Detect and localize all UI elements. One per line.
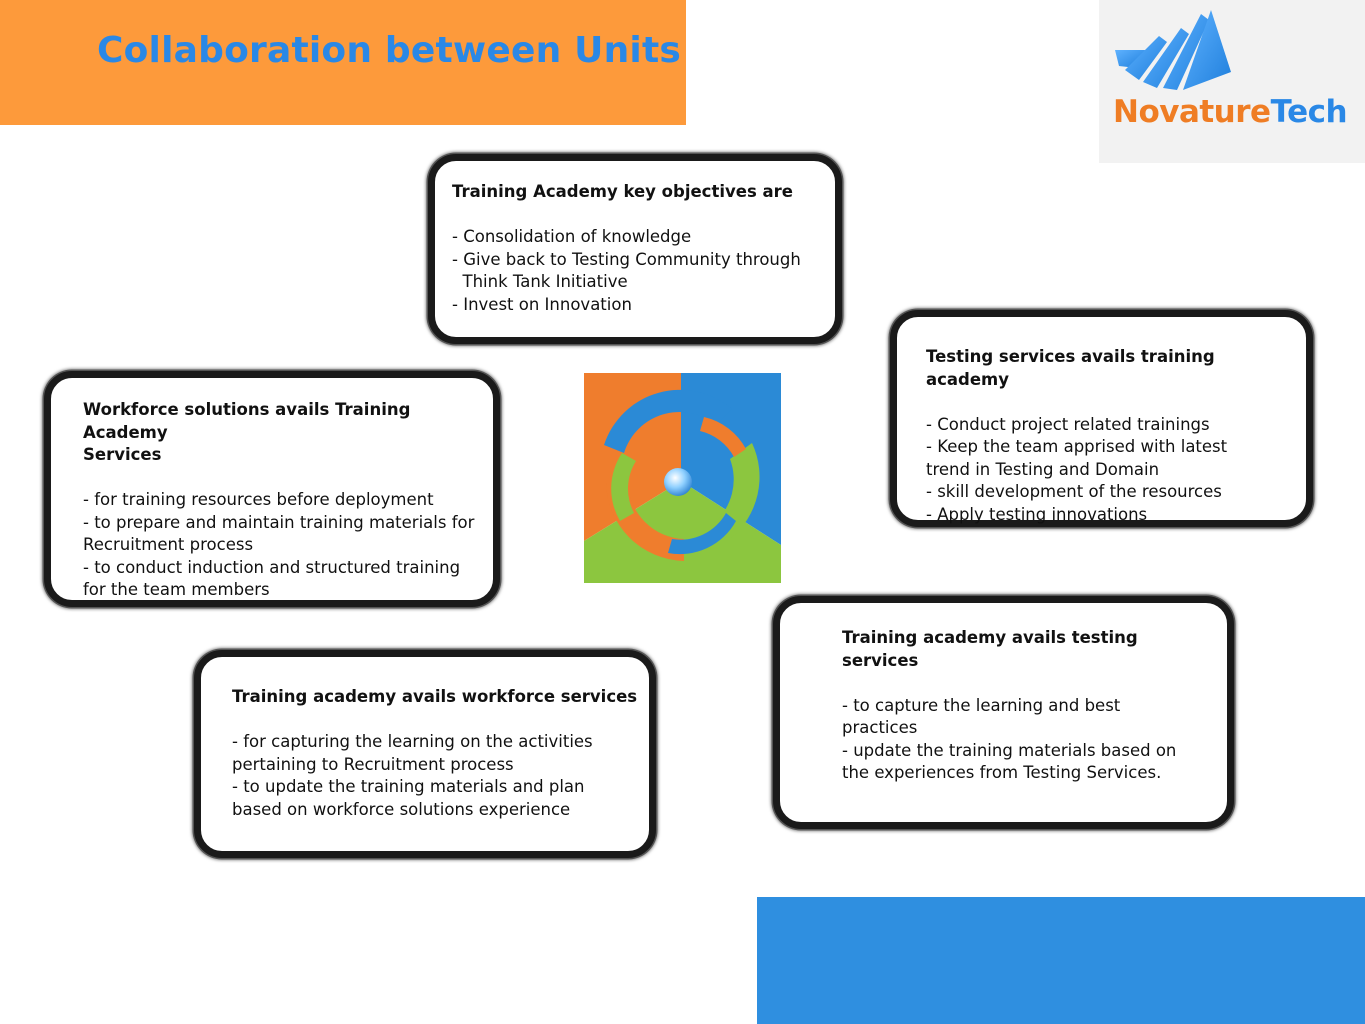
ta-workforce-line: - to update the training materials and plan [232,777,585,796]
workforce-heading: Services [83,445,162,464]
workforce-line: - to conduct induction and structured training [83,557,461,577]
workforce-line: - to prepare and maintain training materials for [83,512,475,532]
logo-wordmark: NovatureTech [1113,94,1348,130]
ta-workforce-line: - for capturing the learning on the activities [232,732,593,751]
footer-band [757,897,1365,1024]
ta-workforce-line: pertaining to Recruitment process [232,754,514,774]
testing-services-line: - Keep the team apprised with latest [926,437,1228,456]
page-title: Collaboration between Units [97,30,682,71]
objectives-line: - Invest on Innovation [452,294,632,314]
workforce-heading: Workforce solutions avails Training Academy [83,400,411,442]
testing-services-line: - Conduct project related trainings [926,414,1210,434]
testing-services-heading: Testing services avails training academy [926,347,1215,389]
objectives-line: - Give back to Testing Community through [452,249,801,269]
novaturetech-logo-icon [1115,8,1235,90]
testing-services-line: - Apply testing innovations [926,504,1148,524]
workforce-solutions-box [44,371,500,607]
ta-testing-line: practices [842,718,918,737]
ta-testing-line: the experiences from Testing Services. [842,763,1162,782]
workforce-line: - for training resources before deployment [83,490,434,509]
ta-workforce-line: based on workforce solutions experience [232,799,571,819]
collaboration-cycle-icon [584,373,781,583]
testing-services-line: - skill development of the resources [926,482,1222,501]
workforce-line: Recruitment process [83,535,254,554]
objectives-heading: Training Academy key objectives are [452,182,793,201]
ta-testing-box [773,596,1234,829]
objectives-line: Think Tank Initiative [452,272,628,291]
brand-logo [1099,0,1365,163]
testing-services-box [890,310,1313,527]
ta-testing-line: - to capture the learning and best [842,695,1121,715]
ta-testing-line: - update the training materials based on [842,740,1177,760]
objectives-line: - Consolidation of knowledge [452,227,692,246]
objectives-box [428,154,842,344]
testing-services-line: trend in Testing and Domain [926,459,1160,479]
ta-testing-heading: Training academy avails testing services [842,628,1138,670]
ta-workforce-heading: Training academy avails workforce services [232,687,638,706]
ta-workforce-box [194,650,656,858]
workforce-line: for the team members [83,580,270,599]
